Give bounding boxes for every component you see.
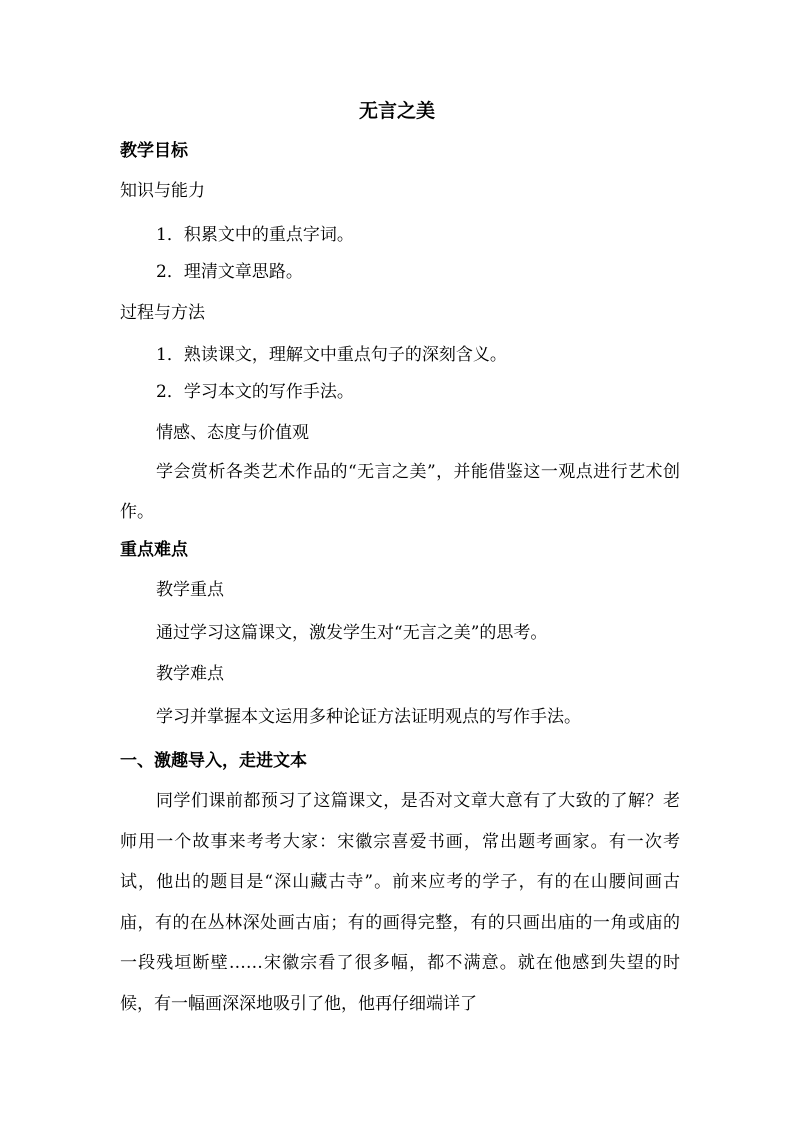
focus-paragraph: 通过学习这篇课文，激发学生对“无言之美”的思考。 <box>156 623 548 643</box>
heading-teaching-focus: 教学重点 <box>156 580 224 600</box>
emotion-paragraph: 学会赏析各类艺术作品的“无言之美”，并能借鉴这一观点进行艺术创作。 <box>120 462 680 522</box>
heading-key-difficulties: 重点难点 <box>120 540 188 560</box>
heading-intro-section: 一、激趣导入，走进文本 <box>120 751 307 771</box>
difficulty-paragraph: 学习并掌握本文运用多种论证方法证明观点的写作手法。 <box>156 707 581 727</box>
heading-teaching-difficulty: 教学难点 <box>156 664 224 684</box>
heading-knowledge-ability: 知识与能力 <box>120 181 205 201</box>
knowledge-item-1: 1．积累文中的重点字词。 <box>156 225 354 245</box>
heading-process-method: 过程与方法 <box>120 303 205 323</box>
knowledge-item-2: 2．理清文章思路。 <box>156 262 303 282</box>
process-item-1: 1．熟读课文，理解文中重点句子的深刻含义。 <box>156 345 507 365</box>
heading-teaching-objectives: 教学目标 <box>120 141 188 161</box>
heading-emotion-values: 情感、态度与价值观 <box>156 423 309 443</box>
process-item-2: 2．学习本文的写作手法。 <box>156 382 354 402</box>
intro-paragraph: 同学们课前都预习了这篇课文，是否对文章大意有了大致的了解？老师用一个故事来考考大家：宋徽宗喜爱书画，常出题考画家。有一次考试，他出的题目是“深山藏古寺”。前来应考的学子，有的在山腰间画古庙，有的在丛林深处画古庙；有的画得完整，有的只画出庙的一角或庙的一段残垣断壁……宋徽宗看了很多幅，都不满意。就在他感到失望的时候，有一幅画深深地吸引了他，他再仔细端详了 <box>120 791 680 1014</box>
document-title: 无言之美 <box>358 100 435 122</box>
